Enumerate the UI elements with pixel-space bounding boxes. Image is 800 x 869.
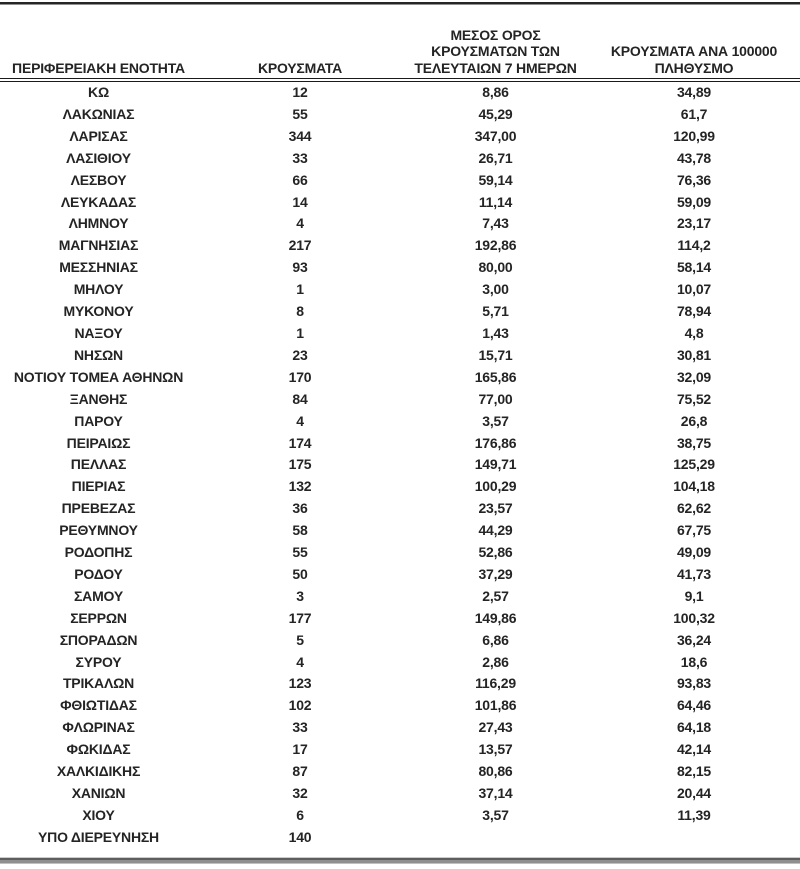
avg-7day-cell: 116,29	[475, 675, 516, 692]
avg-7day-cell: 1,43	[482, 324, 509, 341]
cases-cell: 33	[292, 149, 308, 166]
table-row	[0, 126, 800, 148]
avg-7day-cell: 59,14	[478, 171, 513, 188]
table-row	[0, 170, 800, 192]
cases-cell: 23	[292, 346, 308, 363]
col-header-per-100k	[588, 6, 800, 80]
regional-unit-cell: ΞΑΝΘΗΣ	[69, 390, 128, 407]
cases-cell: 12	[292, 84, 308, 100]
avg-7day-cell: 3,57	[482, 806, 509, 823]
table-row	[0, 542, 800, 564]
avg-7day-cell: 15,71	[478, 346, 513, 363]
cases-cell: 32	[292, 785, 308, 801]
regional-unit-cell: ΣΠΟΡΑΔΩΝ	[59, 631, 138, 648]
cases-cell: 58	[292, 522, 308, 539]
regional-unit-cell: ΦΘΙΩΤΙΔΑΣ	[60, 697, 137, 714]
regional-unit-cell: ΡΕΘΥΜΝΟΥ	[59, 522, 138, 539]
avg-7day-cell: 2,57	[482, 587, 509, 604]
per-100k-cell: 120,99	[673, 127, 715, 144]
per-100k-cell: 4,8	[684, 324, 704, 341]
avg-7day-cell: 5,71	[482, 303, 509, 320]
cases-cell: 55	[292, 544, 308, 561]
regional-unit-cell: ΡΟΔΟΥ	[74, 565, 123, 582]
per-100k-cell: 43,78	[676, 149, 712, 166]
table-row	[0, 739, 800, 761]
per-100k-cell: 58,14	[676, 259, 712, 276]
cases-cell: 4	[296, 653, 304, 670]
table-row	[0, 630, 800, 652]
cases-cell: 132	[288, 478, 312, 495]
cases-cell: 36	[292, 500, 308, 517]
avg-7day-cell: 44,29	[478, 522, 513, 539]
cases-cell: 93	[292, 259, 308, 276]
cases-cell: 4	[296, 215, 304, 232]
avg-7day-cell	[403, 827, 588, 849]
regional-unit-cell: ΛΑΚΩΝΙΑΣ	[62, 105, 135, 122]
avg-7day-cell: 192,86	[474, 237, 517, 254]
avg-7day-cell: 165,86	[474, 368, 517, 385]
cases-cell: 344	[288, 127, 312, 144]
table-row	[0, 192, 800, 214]
cases-cell: 55	[292, 105, 308, 122]
cases-cell: 175	[288, 456, 312, 473]
header-row	[0, 6, 800, 80]
avg-7day-cell: 37,29	[478, 565, 513, 582]
table-row	[0, 148, 800, 170]
regional-unit-cell: ΜΕΣΣΗΝΙΑΣ	[59, 259, 138, 276]
per-100k-cell: 125,29	[673, 456, 715, 473]
per-100k-cell: 41,73	[676, 565, 712, 582]
per-100k-cell: 30,81	[676, 346, 712, 363]
regional-unit-cell: ΠΕΙΡΑΙΩΣ	[66, 434, 131, 451]
table-row	[0, 476, 800, 498]
table-row	[0, 279, 800, 301]
avg-7day-cell: 23,57	[478, 500, 513, 517]
regional-unit-cell: ΛΑΣΙΘΙΟΥ	[66, 149, 131, 166]
avg-7day-cell: 77,00	[478, 390, 513, 407]
table-row	[0, 433, 800, 455]
avg-7day-cell: 149,71	[474, 456, 517, 473]
col-header-regional-unit-label: ΠΕΡΙΦΕΡΕΙΑΚΗ ΕΝΟΤΗΤΑ	[12, 59, 185, 76]
col-header-avg-7day-line1: ΜΕΣΟΣ ΟΡΟΣ	[450, 26, 541, 43]
cases-cell: 66	[292, 171, 308, 188]
per-100k-cell: 100,32	[673, 609, 715, 626]
regional-unit-cell: ΜΥΚΟΝΟΥ	[63, 303, 134, 320]
table-row	[0, 652, 800, 674]
table-row	[0, 827, 800, 849]
table-row	[0, 411, 800, 433]
per-100k-cell: 78,94	[676, 303, 712, 320]
regional-unit-cell: ΝΟΤΙΟΥ ΤΟΜΕΑ ΑΘΗΝΩΝ	[13, 368, 184, 385]
table-row	[0, 454, 800, 476]
col-header-avg-7day-line2: ΚΡΟΥΣΜΑΤΩΝ ΤΩΝ	[431, 43, 560, 59]
table-row	[0, 213, 800, 235]
table-row	[0, 761, 800, 783]
cases-cell: 87	[292, 763, 308, 780]
table-row	[0, 498, 800, 520]
per-100k-cell: 64,18	[676, 719, 712, 736]
per-100k-cell: 82,15	[676, 763, 712, 780]
per-100k-cell: 36,24	[676, 631, 712, 648]
per-100k-cell	[588, 827, 800, 849]
cases-cell: 84	[292, 390, 308, 407]
regional-unit-cell: ΤΡΙΚΑΛΩΝ	[62, 675, 135, 692]
col-header-cases-label: ΚΡΟΥΣΜΑΤΑ	[257, 59, 343, 76]
regional-unit-cell: ΦΩΚΙΔΑΣ	[66, 741, 131, 758]
cases-cell: 8	[296, 303, 304, 320]
per-100k-cell: 61,7	[680, 105, 708, 122]
avg-7day-cell: 6,86	[482, 631, 509, 648]
table-row	[0, 367, 800, 389]
per-100k-cell: 93,83	[676, 675, 712, 692]
avg-7day-cell: 2,86	[482, 653, 509, 670]
table-row	[0, 805, 800, 827]
per-100k-cell: 34,89	[676, 84, 712, 100]
per-100k-cell: 64,46	[676, 697, 712, 714]
cases-cell: 123	[288, 675, 312, 692]
per-100k-cell: 62,62	[676, 500, 712, 517]
per-100k-cell: 67,75	[676, 522, 712, 539]
avg-7day-cell: 8,86	[482, 84, 509, 100]
cases-cell: 217	[288, 237, 312, 254]
regional-unit-cell: ΛΕΥΚΑΔΑΣ	[60, 193, 137, 210]
regional-unit-cell: ΧΑΝΙΩΝ	[71, 785, 126, 801]
table-row	[0, 783, 800, 805]
avg-7day-cell: 7,43	[482, 215, 509, 232]
table-row	[0, 235, 800, 257]
per-100k-cell: 23,17	[676, 215, 712, 232]
avg-7day-cell: 52,86	[478, 544, 513, 561]
regional-unit-cell: ΠΑΡΟΥ	[74, 412, 123, 429]
table-row	[0, 695, 800, 717]
col-header-cases	[197, 6, 403, 80]
per-100k-cell: 75,52	[676, 390, 712, 407]
avg-7day-cell: 80,86	[478, 763, 513, 780]
avg-7day-cell: 26,71	[478, 149, 513, 166]
regional-unit-cell: ΛΕΣΒΟΥ	[70, 171, 127, 188]
per-100k-cell: 32,09	[676, 368, 712, 385]
regional-unit-cell: ΠΙΕΡΙΑΣ	[71, 478, 126, 495]
cases-cell: 170	[288, 368, 312, 385]
per-100k-cell: 9,1	[684, 587, 704, 604]
avg-7day-cell: 27,43	[478, 719, 513, 736]
regional-unit-cell: ΦΛΩΡΙΝΑΣ	[62, 719, 135, 736]
avg-7day-cell: 45,29	[478, 105, 513, 122]
cases-cell: 1	[296, 324, 304, 341]
regional-unit-cell: ΥΠΟ ΔΙΕΡΕΥΝΗΣΗ	[38, 828, 159, 845]
per-100k-cell: 49,09	[676, 544, 712, 561]
col-header-avg-7day	[403, 6, 588, 80]
table-row	[0, 673, 800, 695]
per-100k-cell: 76,36	[676, 171, 712, 188]
cases-cell: 174	[288, 434, 312, 451]
regional-unit-cell: ΧΙΟΥ	[82, 806, 115, 823]
table-row	[0, 301, 800, 323]
regional-unit-cell: ΛΑΡΙΣΑΣ	[69, 127, 128, 144]
col-header-per-100k-line2: ΠΛΗΘΥΣΜΟ	[654, 59, 734, 76]
cases-cell: 1	[296, 281, 304, 298]
table-body	[0, 80, 800, 849]
avg-7day-cell: 347,00	[474, 127, 517, 144]
table-bottom-border	[0, 857, 800, 864]
table-row	[0, 104, 800, 126]
per-100k-cell: 114,2	[677, 237, 711, 254]
cases-cell: 14	[292, 193, 308, 210]
regional-unit-cell: ΛΗΜΝΟΥ	[68, 215, 129, 232]
avg-7day-cell: 101,86	[474, 697, 517, 714]
cases-cell: 3	[296, 587, 304, 604]
cases-cell: 17	[292, 741, 308, 758]
regional-unit-cell: ΝΑΞΟΥ	[74, 324, 123, 341]
regional-unit-cell: ΣΑΜΟΥ	[73, 587, 123, 604]
regional-unit-cell: ΡΟΔΟΠΗΣ	[64, 544, 133, 561]
cases-cell: 177	[288, 609, 312, 626]
per-100k-cell: 20,44	[676, 785, 712, 801]
table-row	[0, 323, 800, 345]
table-row	[0, 586, 800, 608]
avg-7day-cell: 100,29	[474, 478, 517, 495]
per-100k-cell: 10,07	[676, 281, 712, 298]
per-100k-cell: 59,09	[676, 193, 712, 210]
regional-unit-cell: ΣΥΡΟΥ	[75, 653, 122, 670]
per-100k-cell: 104,18	[673, 478, 715, 495]
table-header	[0, 6, 800, 80]
col-header-avg-7day-line3: ΤΕΛΕΥΤΑΙΩΝ 7 ΗΜΕΡΩΝ	[414, 59, 577, 76]
cases-cell: 50	[292, 565, 308, 582]
cases-cell: 102	[288, 697, 312, 714]
table-row	[0, 608, 800, 630]
table-row	[0, 257, 800, 279]
avg-7day-cell: 13,57	[478, 741, 513, 758]
cases-cell: 140	[288, 828, 312, 845]
cases-cell: 4	[296, 412, 304, 429]
table-row	[0, 389, 800, 411]
avg-7day-cell: 3,57	[482, 412, 509, 429]
table-row	[0, 717, 800, 739]
avg-7day-cell: 3,00	[482, 281, 509, 298]
cases-cell: 6	[296, 806, 304, 823]
table-row	[0, 564, 800, 586]
table-row	[0, 520, 800, 542]
avg-7day-cell: 11,14	[478, 193, 513, 210]
regional-unit-cell: ΜΗΛΟΥ	[73, 281, 124, 298]
per-100k-cell: 18,6	[680, 653, 708, 670]
col-header-per-100k-line1: ΚΡΟΥΣΜΑΤΑ ΑΝΑ 100000	[610, 43, 778, 59]
per-100k-cell: 42,14	[676, 741, 712, 758]
regional-unit-cell: ΜΑΓΝΗΣΙΑΣ	[58, 237, 139, 254]
col-header-regional-unit	[0, 6, 197, 80]
table-row	[0, 80, 800, 104]
per-100k-cell: 26,8	[680, 412, 708, 429]
avg-7day-cell: 37,14	[478, 785, 513, 801]
regional-cases-table	[0, 6, 800, 849]
regional-unit-cell: ΚΩ	[88, 84, 109, 100]
per-100k-cell: 11,39	[677, 806, 711, 823]
per-100k-cell: 38,75	[676, 434, 712, 451]
avg-7day-cell: 80,00	[478, 259, 513, 276]
avg-7day-cell: 149,86	[474, 609, 517, 626]
regional-unit-cell: ΧΑΛΚΙΔΙΚΗΣ	[56, 763, 141, 780]
table-row	[0, 345, 800, 367]
regional-unit-cell: ΣΕΡΡΩΝ	[70, 609, 127, 626]
regional-unit-cell: ΝΗΣΩΝ	[74, 346, 123, 363]
cases-cell: 33	[292, 719, 308, 736]
regional-unit-cell: ΠΡΕΒΕΖΑΣ	[61, 500, 136, 517]
avg-7day-cell: 176,86	[474, 434, 517, 451]
regional-unit-cell: ΠΕΛΛΑΣ	[70, 456, 127, 473]
cases-cell: 5	[296, 631, 304, 648]
